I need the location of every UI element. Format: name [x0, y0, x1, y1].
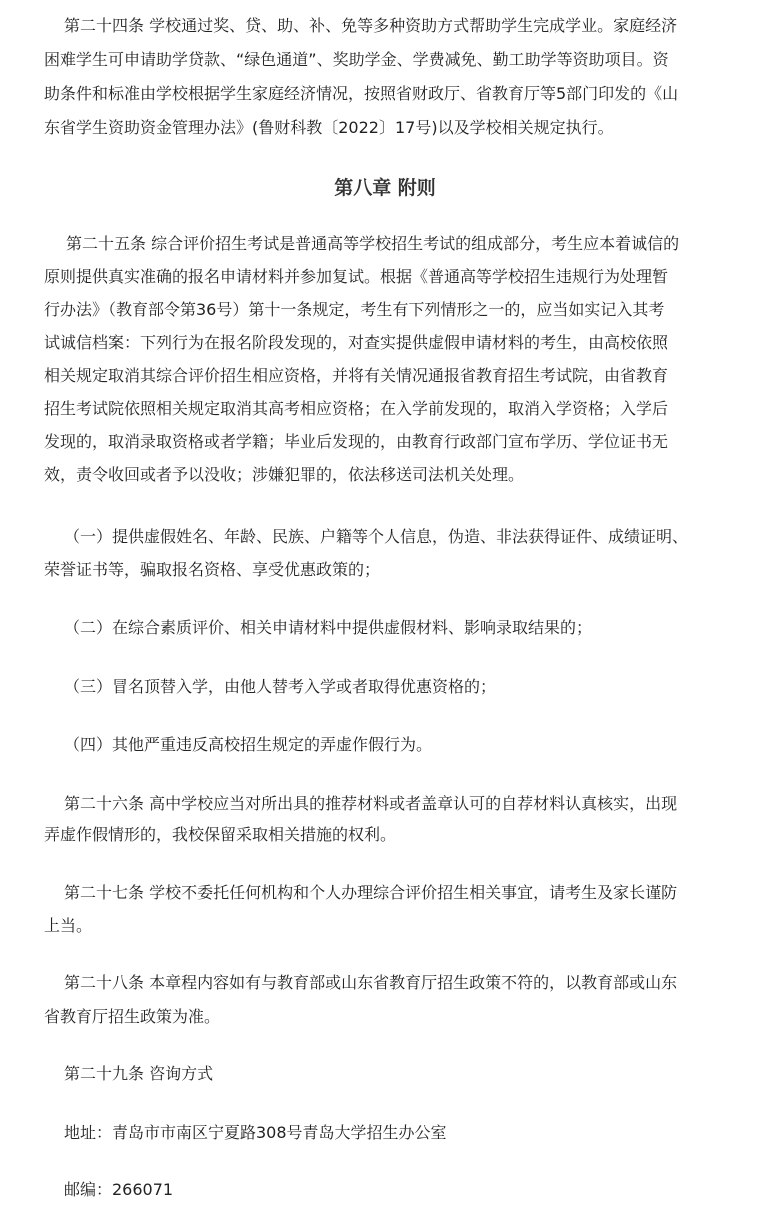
article-25-line-6: 招生考试院依照相关规定取消其高考相应资格；在入学前发现的，取消入学资格；入学后	[44, 399, 669, 418]
article-24-line-3: 助条件和标准由学校根据学生家庭经济情况，按照省财政厅、省教育厅等5部门印发的《山	[44, 84, 679, 103]
article-29-title: 第二十九条 咨询方式	[64, 1064, 214, 1083]
article-25-line-3: 行办法》（教育部令第36号）第十一条规定，考生有下列情形之一的，应当如实记入其考	[44, 300, 665, 319]
article-25-line-7: 发现的，取消录取资格或者学籍；毕业后发现的，由教育行政部门宣布学历、学位证书无	[44, 432, 669, 451]
article-28-line-1: 第二十八条 本章程内容如有与教育部或山东省教育厅招生政策不符的，以教育部或山东	[64, 973, 678, 992]
item-2: （二）在综合素质评价、相关申请材料中提供虚假材料、影响录取结果的；	[64, 618, 593, 637]
article-25-line-8: 效，责令收回或者予以没收；涉嫌犯罪的，依法移送司法机关处理。	[44, 465, 525, 484]
article-25-line-1: 第二十五条 综合评价招生考试是普通高等学校招生考试的组成部分，考生应本着诚信的	[66, 234, 680, 253]
article-28-line-2: 省教育厅招生政策为准。	[44, 1007, 221, 1026]
item-1-line-2: 荣誉证书等，骗取报名资格、享受优惠政策的；	[44, 560, 381, 579]
contact-postcode: 邮编：266071	[64, 1180, 174, 1199]
article-25-line-2: 原则提供真实准确的报名申请材料并参加复试。根据《普通高等学校招生违规行为处理暂	[44, 267, 669, 286]
article-25-line-4: 试诚信档案：下列行为在报名阶段发现的，对查实提供虚假申请材料的考生，由高校依照	[44, 333, 669, 352]
article-25-line-5: 相关规定取消其综合评价招生相应资格，并将有关情况通报省教育招生考试院，由省教育	[44, 366, 669, 385]
item-1-line-1: （一）提供虚假姓名、年龄、民族、户籍等个人信息，伪造、非法获得证件、成绩证明、	[64, 527, 689, 546]
article-26-line-1: 第二十六条 高中学校应当对所出具的推荐材料或者盖章认可的自荐材料认真核实，出现	[64, 794, 678, 813]
article-27-line-2: 上当。	[44, 916, 93, 935]
article-24-line-1: 第二十四条 学校通过奖、贷、助、补、免等多种资助方式帮助学生完成学业。家庭经济	[64, 16, 678, 35]
item-3: （三）冒名顶替入学，由他人替考入学或者取得优惠资格的；	[64, 677, 497, 696]
article-26-line-2: 弄虚作假情形的，我校保留采取相关措施的权利。	[44, 825, 397, 844]
article-27-line-1: 第二十七条 学校不委托任何机构和个人办理综合评价招生相关事宜，请考生及家长谨防	[64, 883, 678, 902]
article-24-line-2: 困难学生可申请助学贷款、“绿色通道”、奖助学金、学费减免、勤工助学等资助项目。资	[44, 50, 669, 69]
item-4: （四）其他严重违反高校招生规定的弄虚作假行为。	[64, 735, 433, 754]
contact-address: 地址：青岛市市南区宁夏路308号青岛大学招生办公室	[64, 1123, 447, 1142]
chapter-heading: 第八章 附则	[334, 177, 436, 199]
article-24-line-4: 东省学生资助资金管理办法》(鲁财科教〔2022〕17号)以及学校相关规定执行。	[44, 118, 614, 137]
